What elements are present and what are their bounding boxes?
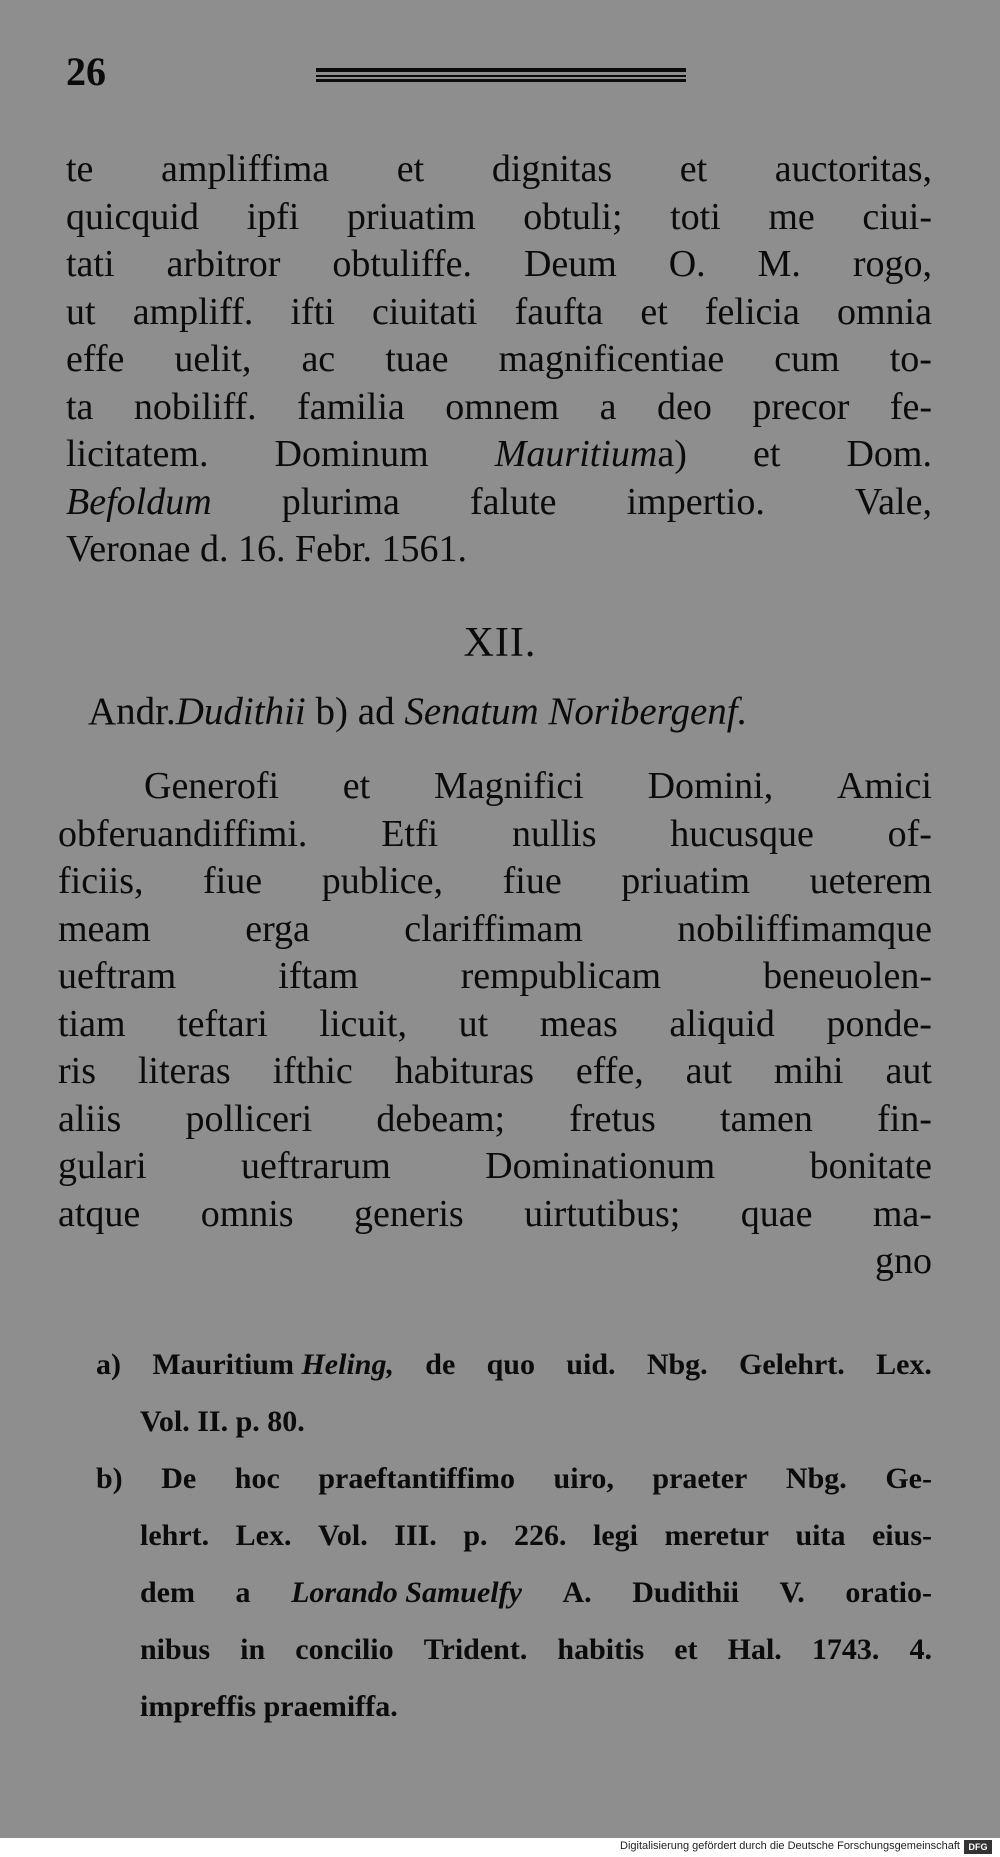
text-line: licitatem. Dominum Mauritiuma) et Dom.: [66, 433, 932, 475]
text-line: effe uelit, ac tuae magnificentiae cum to-: [66, 338, 932, 380]
text-line: tiam teftari licuit, ut meas aliquid ponde-: [58, 1002, 932, 1045]
text-line: tati arbitror obtuliffe. Deum O. M. rogo,: [66, 243, 932, 285]
footnote-b-line: nibus in concilio Trident. habitis et Hal. 1743. 4.: [140, 1633, 932, 1666]
text-line: ris literas ifthic habituras effe, aut mihi aut: [58, 1050, 932, 1092]
catchword: gno: [875, 1240, 932, 1282]
text-line: atque omnis generis uirtutibus; quae ma-: [58, 1192, 932, 1235]
footnote-b-line: b) De hoc praeftantiffimo uiro, praeter Nbg. Ge-: [96, 1462, 932, 1495]
letter-xi-closing-text: [66, 146, 932, 574]
text-line: aliis polliceri debeam; fretus tamen fin-: [58, 1097, 932, 1140]
text-line: ta nobiliff. familia omnem a deo precor fe-: [66, 385, 932, 428]
footnote-a-line: a) Mauritium Heling, de quo uid. Nbg. Gelehrt. Lex.: [96, 1348, 932, 1381]
text-line: gulari ueftrarum Dominationum bonitate: [58, 1145, 932, 1187]
footnote-b-line: lehrt. Lex. Vol. III. p. 226. legi meretur uita eius-: [140, 1519, 932, 1552]
digitization-credit: Digitalisierung gefördert durch die Deutsche Forschungsgemeinschaft: [620, 1840, 960, 1852]
footnotes: [96, 1336, 932, 1735]
text-line: quicquid ipfi priuatim obtuli; toti me ciui-: [66, 195, 932, 238]
text-line: ueftram iftam rempublicam beneuolen-: [58, 955, 932, 997]
text-line: Befoldum plurima falute impertio. Vale,: [66, 480, 932, 523]
page-number: 26: [66, 49, 106, 94]
letter-dateline: Veronae d. 16. Febr. 1561.: [66, 528, 468, 570]
letter-address-heading: Andr.Dudithii b) ad Senatum Noribergenf.: [88, 690, 748, 733]
text-line: ficiis, fiue publice, fiue priuatim ueterem: [58, 860, 932, 902]
footnote-a-line: Vol. II. p. 80.: [140, 1405, 305, 1438]
text-line: Generofi et Magnifici Domini, Amici: [144, 765, 932, 807]
text-line: te ampliffima et dignitas et auctoritas,: [66, 148, 932, 190]
text-line: ut ampliff. ifti ciuitati faufta et felicia omnia: [66, 290, 932, 333]
letter-number-heading: XII.: [463, 620, 537, 666]
header-rule: [316, 68, 686, 82]
dfg-logo: DFG: [964, 1840, 992, 1854]
text-line: obferuandiffimi. Etfi nullis hucusque of-: [58, 812, 932, 855]
text-line: meam erga clariffimam nobiliffimamque: [58, 907, 932, 950]
letter-xii-text: [58, 763, 932, 1286]
footnote-b-line: impreffis praemiffa.: [140, 1690, 398, 1723]
footnote-b-line: dem a Lorando Samuelfy A. Dudithii V. oratio-: [140, 1576, 932, 1609]
